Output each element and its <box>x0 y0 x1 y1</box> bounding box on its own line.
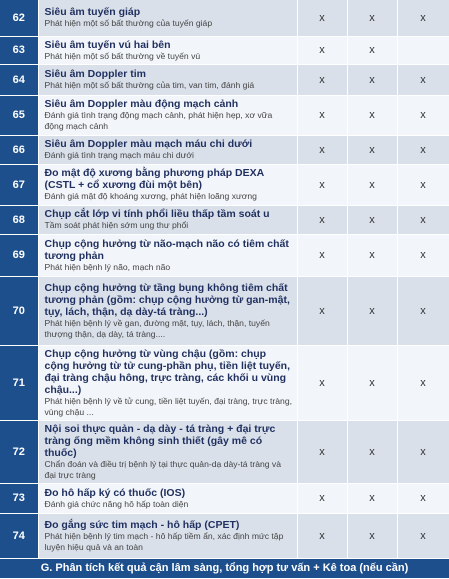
package-1-mark: x <box>297 345 347 420</box>
row-number: 64 <box>0 64 38 95</box>
package-2-mark: x <box>347 0 397 36</box>
table-row <box>0 234 449 276</box>
table-row <box>0 164 449 205</box>
table-row <box>0 36 449 64</box>
package-1-mark: x <box>297 164 347 205</box>
package-2-mark: x <box>347 64 397 95</box>
package-2-mark: x <box>347 95 397 135</box>
table-row <box>0 483 449 513</box>
row-description <box>38 205 297 234</box>
row-title: Siêu âm Doppler màu động mạch cảnh <box>44 98 239 110</box>
table-row <box>0 205 449 234</box>
package-2-mark: x <box>347 420 397 483</box>
table-row <box>0 513 449 558</box>
row-number: 66 <box>0 135 38 164</box>
row-number: 70 <box>0 276 38 345</box>
package-3-mark: x <box>397 64 449 95</box>
row-subtitle: Phát hiện bệnh lý não, mạch não <box>44 261 171 272</box>
package-3-mark: x <box>397 345 449 420</box>
package-1-mark: x <box>297 483 347 513</box>
row-title: Siêu âm tuyến giáp <box>44 6 141 19</box>
row-subtitle: Phát hiện một số bất thường của tuyến giáp <box>44 18 213 29</box>
package-3-mark: x <box>397 95 449 135</box>
package-1-mark: x <box>297 234 347 276</box>
package-2-mark: x <box>347 276 397 345</box>
package-1-mark: x <box>297 36 347 64</box>
row-description <box>38 135 297 164</box>
row-title: Đo mật độ xương bằng phương pháp DEXA (CSTL + cổ xương đùi một bên) <box>44 167 264 191</box>
package-2-mark: x <box>347 205 397 234</box>
row-subtitle: Phát hiện một số bất thường của tim, van tim, đánh giá <box>44 80 255 90</box>
package-3-mark: x <box>397 483 449 513</box>
package-3-mark: x <box>397 420 449 483</box>
row-description <box>38 0 297 36</box>
package-1-mark: x <box>297 95 347 135</box>
row-subtitle: Đánh giá mật độ khoáng xương, phát hiện loãng xương <box>44 191 257 201</box>
table-row <box>0 0 449 36</box>
row-number: 73 <box>0 483 38 513</box>
package-1-mark: x <box>297 276 347 345</box>
table-row <box>0 345 449 420</box>
row-subtitle: Đánh giá chức năng hô hấp toàn diện <box>44 498 189 509</box>
row-number: 71 <box>0 345 38 420</box>
package-2-mark: x <box>347 234 397 276</box>
table-row <box>0 95 449 135</box>
row-title: Siêu âm tuyến vú hai bên <box>44 38 171 51</box>
row-description <box>38 36 297 64</box>
row-subtitle: Đánh giá tình trạng động mạch cảnh, phát hiện hẹp, xơ vữa động mạch cảnh <box>44 110 273 131</box>
row-title: Siêu âm Doppler màu mạch máu chi dưới <box>44 138 253 150</box>
package-3-mark: x <box>397 276 449 345</box>
row-number: 67 <box>0 164 38 205</box>
row-subtitle: Đánh giá tình trạng mạch máu chi dưới <box>44 150 194 160</box>
package-2-mark: x <box>347 345 397 420</box>
row-number: 72 <box>0 420 38 483</box>
row-description <box>38 164 297 205</box>
row-description <box>38 345 297 420</box>
row-title: Siêu âm Doppler tim <box>44 68 147 80</box>
section-g-heading: G. Phân tích kết quả cận lâm sàng, tổng hợp tư vấn + Kê toa (nếu cần) <box>0 558 449 578</box>
row-subtitle: Phát hiện một số bất thường về tuyến vú <box>44 50 201 61</box>
row-description <box>38 420 297 483</box>
package-2-mark: x <box>347 36 397 64</box>
row-title: Đo gắng sức tim mạch - hô hấp (CPET) <box>44 518 240 531</box>
row-number: 63 <box>0 36 38 64</box>
row-number: 68 <box>0 205 38 234</box>
row-description <box>38 64 297 95</box>
table-row <box>0 276 449 345</box>
row-title: Nội soi thực quản - dạ dày - tá tràng + đại trực tràng ống mềm không sinh thiết (gây mê có thuốc) <box>44 422 276 459</box>
row-title: Chụp cắt lớp vi tính phổi liều thấp tầm soát u <box>44 208 270 220</box>
package-3-mark: x <box>397 513 449 558</box>
row-title: Đo hô hấp ký có thuốc (IOS) <box>44 486 186 499</box>
row-title: Chụp cộng hưởng từ tầng bụng không tiêm chất tương phản (gồm: chụp cộng hưởng từ gan-mật, tụy, lách, thận, dạ dày-tá tràng...) <box>44 281 290 318</box>
package-2-mark: x <box>347 164 397 205</box>
package-3-mark: x <box>397 205 449 234</box>
row-subtitle: Phát hiện bệnh lý về tử cung, tiền liệt tuyến, đại tràng, trực tràng, vùng chậu ... <box>44 395 292 417</box>
row-description <box>38 513 297 558</box>
package-1-mark: x <box>297 64 347 95</box>
row-description <box>38 234 297 276</box>
package-2-mark: x <box>347 135 397 164</box>
row-subtitle: Phát hiện bệnh lý về gan, đường mật, tụy, lách, thận, tuyến thượng thận, dạ dày, tá tràng.... <box>44 317 270 339</box>
package-1-mark: x <box>297 205 347 234</box>
package-1-mark: x <box>297 420 347 483</box>
row-number: 69 <box>0 234 38 276</box>
row-title: Chụp cộng hưởng từ vùng chậu (gồm: chụp cộng hưởng từ tử cung-phần phụ, tiền liệt tuyến, đại tràng chậu hông, trực tràng, các khối u vùng chậu...) <box>44 347 291 396</box>
table-row <box>0 420 449 483</box>
table-row <box>0 135 449 164</box>
row-subtitle: Phát hiện bệnh lý tim mạch - hô hấp tiềm ẩn, xác định mức tập luyện hiệu quả và an toàn <box>44 530 284 552</box>
package-2-mark: x <box>347 483 397 513</box>
package-3-mark: x <box>397 164 449 205</box>
package-3-mark: x <box>397 234 449 276</box>
row-number: 65 <box>0 95 38 135</box>
package-3-mark: x <box>397 135 449 164</box>
package-1-mark: x <box>297 0 347 36</box>
row-number: 74 <box>0 513 38 558</box>
row-title: Chụp cộng hưởng từ não-mạch não có tiêm chất tương phản <box>44 237 289 262</box>
footer-row <box>0 558 449 578</box>
row-subtitle: Chẩn đoán và điều trị bệnh lý tại thực quản-dạ dày-tá tràng và đại trực tràng <box>44 458 282 480</box>
row-description <box>38 95 297 135</box>
row-description <box>38 483 297 513</box>
package-1-mark: x <box>297 135 347 164</box>
row-description <box>38 276 297 345</box>
table-row <box>0 64 449 95</box>
package-1-mark: x <box>297 513 347 558</box>
package-3-mark: x <box>397 0 449 36</box>
row-number: 62 <box>0 0 38 36</box>
package-2-mark: x <box>347 513 397 558</box>
row-subtitle: Tầm soát phát hiện sớm ung thư phổi <box>44 220 189 230</box>
package-3-mark <box>397 36 449 64</box>
